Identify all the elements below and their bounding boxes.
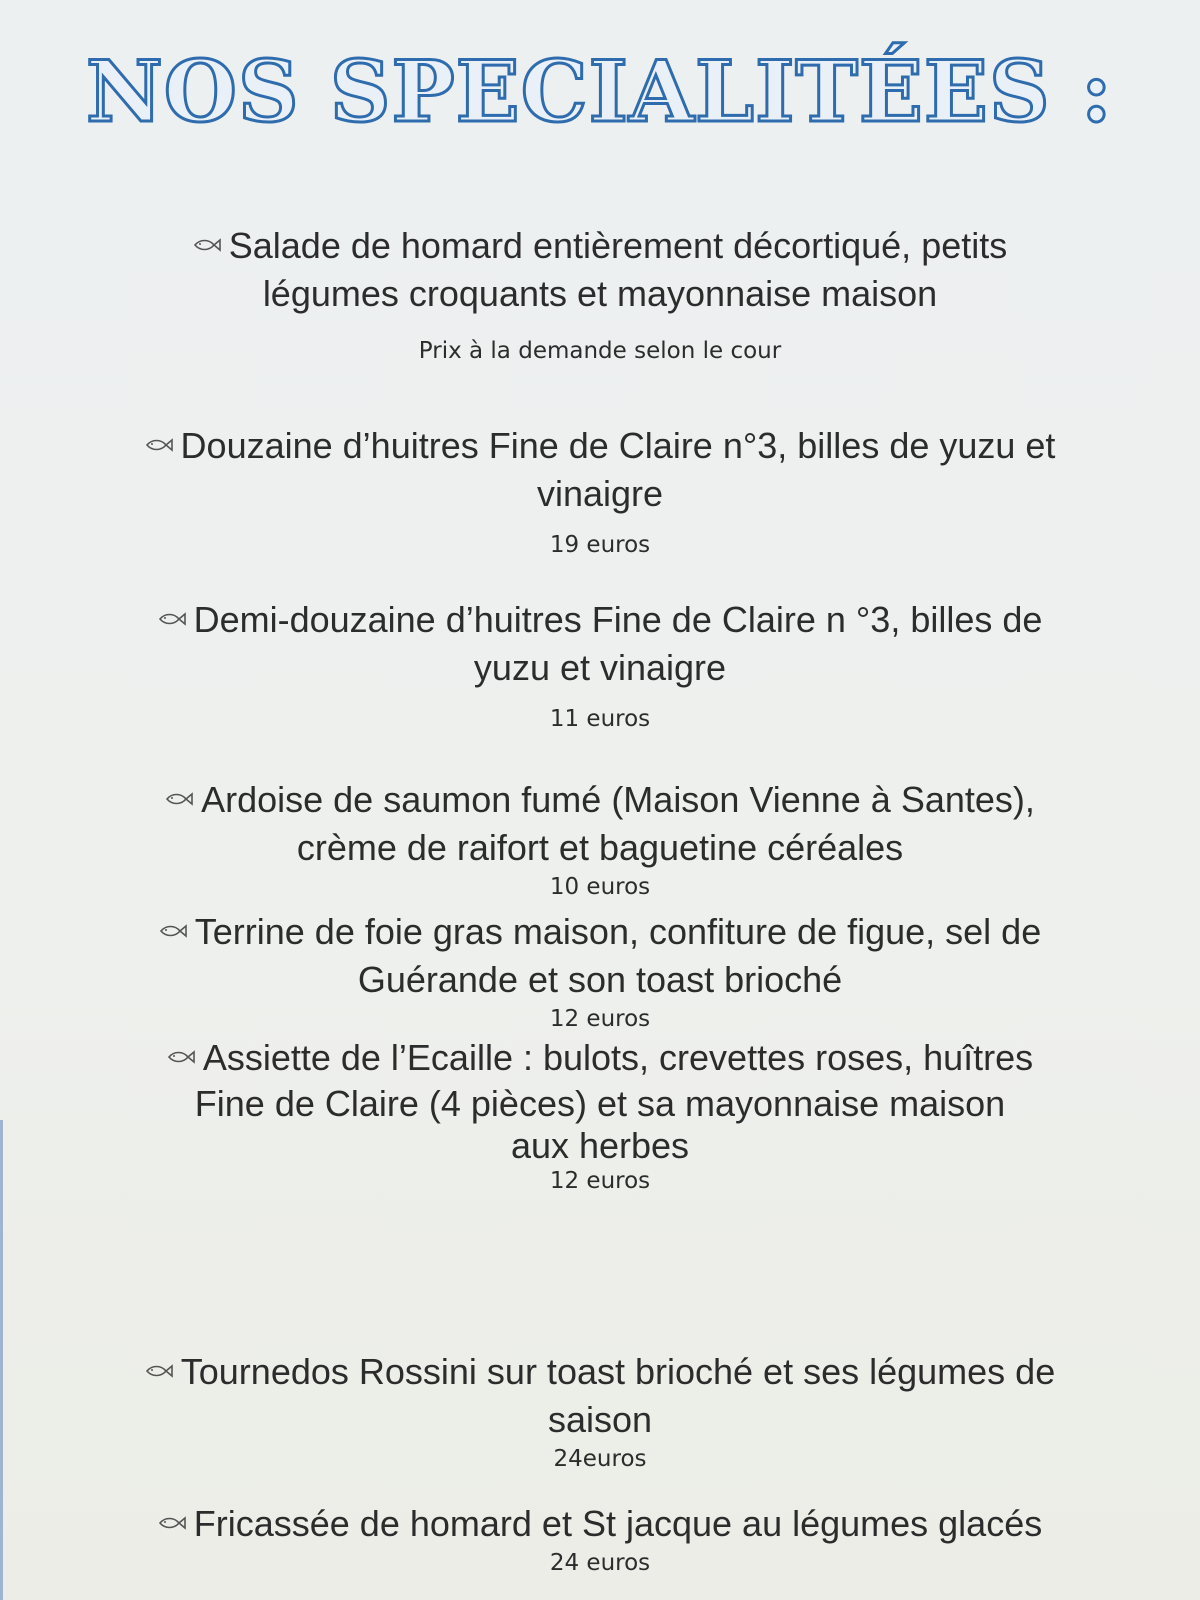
fish-icon (145, 438, 173, 452)
dish-line: Fricassée de homard et St jacque au légumes glacés (60, 1500, 1140, 1548)
dish-price: 12 euros (549, 1168, 651, 1194)
menu-item (60, 222, 1140, 366)
dish-price: 19 euros (549, 532, 651, 558)
dish-price: Prix à la demande selon le cour (418, 338, 782, 364)
fish-icon (167, 1050, 195, 1064)
dish-line: saison (547, 1399, 653, 1440)
fish-icon (159, 924, 187, 938)
page-edge (0, 1120, 3, 1600)
dish-price: 24euros (553, 1446, 647, 1472)
dish-line: Salade de homard entièrement décortiqué, petits (60, 222, 1140, 270)
dish-price: 24 euros (549, 1550, 651, 1576)
dish-line: aux herbes (510, 1125, 690, 1166)
menu-item (60, 776, 1140, 902)
dish-line: Ardoise de saumon fumé (Maison Vienne à Santes), (60, 776, 1140, 824)
dish-line: Fine de Claire (4 pièces) et sa mayonnaise maison (194, 1083, 1006, 1124)
menu-item (60, 908, 1140, 1034)
dish-price: 10 euros (549, 874, 651, 900)
dish-price: 12 euros (549, 1006, 651, 1032)
dish-line: Demi-douzaine d’huitres Fine de Claire n °3, billes de (60, 596, 1140, 644)
dish-line: yuzu et vinaigre (473, 647, 727, 688)
menu-item (40, 422, 1160, 560)
menu-item (60, 1500, 1140, 1578)
fish-icon (145, 1364, 173, 1378)
fish-icon (165, 792, 193, 806)
fish-icon (158, 612, 186, 626)
menu-item (60, 596, 1140, 734)
dish-line: vinaigre (536, 473, 664, 514)
dish-line: Terrine de foie gras maison, confiture de figue, sel de (60, 908, 1140, 956)
fish-icon (193, 238, 221, 252)
dish-line: légumes croquants et mayonnaise maison (262, 273, 938, 314)
dish-line: Tournedos Rossini sur toast brioché et ses légumes de (60, 1348, 1140, 1396)
menu-title: NOS SPECIALITÉES : (86, 42, 1113, 141)
dish-line: Assiette de l’Ecaille : bulots, crevettes roses, huîtres (60, 1034, 1140, 1082)
menu-item (60, 1348, 1140, 1474)
dish-price: 11 euros (549, 706, 651, 732)
dish-line: Douzaine d’huitres Fine de Claire n°3, billes de yuzu et (40, 422, 1160, 470)
menu-item (60, 1034, 1140, 1196)
fish-icon (158, 1516, 186, 1530)
dish-line: crème de raifort et baguetine céréales (296, 827, 904, 868)
dish-line: Guérande et son toast brioché (357, 959, 843, 1000)
